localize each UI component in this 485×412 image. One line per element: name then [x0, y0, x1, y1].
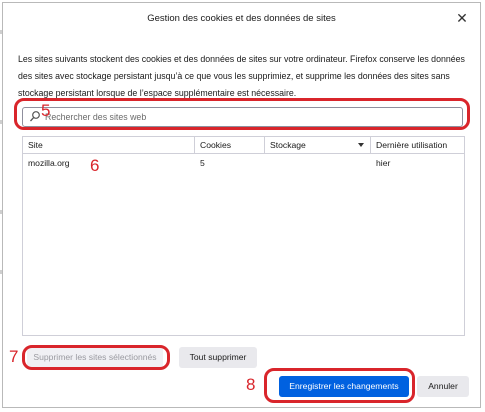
column-header-last-used[interactable]: Dernière utilisation	[376, 140, 448, 150]
column-header-storage-label: Stockage	[270, 140, 306, 150]
cell-storage	[265, 154, 371, 172]
edge-mark	[0, 120, 2, 124]
cell-last-used: hier	[376, 158, 391, 168]
cancel-button[interactable]: Annuler	[417, 376, 469, 397]
annotation-box-remove-selected	[22, 345, 170, 370]
annotation-number-7: 7	[9, 347, 19, 366]
remove-all-button[interactable]: Tout supprimer	[179, 347, 257, 368]
sort-descending-icon	[358, 143, 364, 147]
edge-mark	[0, 270, 2, 274]
column-header-site[interactable]: Site	[23, 137, 195, 153]
annotation-number-6: 6	[90, 156, 100, 175]
sites-table	[22, 136, 465, 336]
column-header-cookies[interactable]: Cookies	[195, 137, 265, 153]
dialog-description: Les sites suivants stockent des cookies et des données de sites sur votre ordinateur. Firefox conserve les données des sites avec stockage persistant jusqu’à ce que vous les supprimiez, et supprime les données des sites sans stockage persistant lorsque de l’espace supplémentaire est nécessaire.	[18, 54, 465, 98]
cell-site: mozilla.org	[28, 158, 70, 168]
annotation-box-search	[14, 98, 470, 130]
dialog-title: Gestion des cookies et des données de sites	[147, 13, 336, 24]
edge-mark	[0, 210, 2, 214]
annotation-number-5: 5	[41, 101, 51, 120]
annotation-box-save	[264, 368, 415, 403]
column-header-storage[interactable]	[265, 137, 371, 153]
save-changes-button[interactable]: Enregistrer les changements	[279, 376, 409, 397]
table-header	[23, 137, 464, 154]
close-icon[interactable]: ✕	[456, 10, 468, 26]
dialog-titlebar	[3, 3, 480, 33]
remove-selected-button[interactable]: Supprimer les sites sélectionnés	[27, 347, 163, 368]
cell-cookies: 5	[200, 158, 205, 168]
annotation-number-8: 8	[246, 375, 256, 394]
edge-mark	[0, 30, 2, 34]
